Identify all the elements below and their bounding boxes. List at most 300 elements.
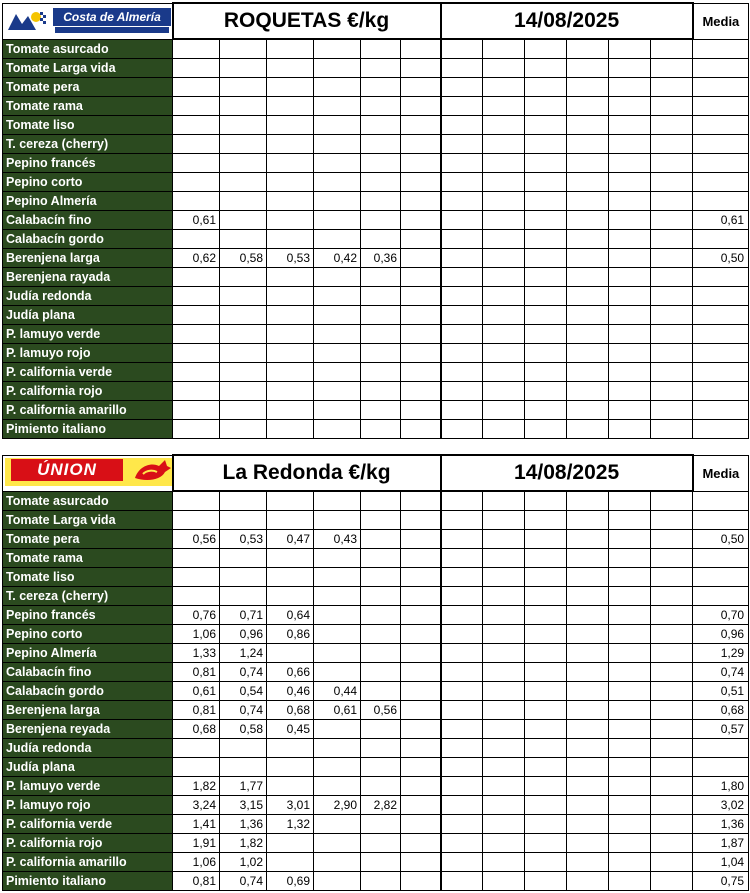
price-cell <box>441 644 483 663</box>
price-cell <box>361 401 401 420</box>
market-title: La Redonda €/kg <box>173 455 441 491</box>
price-cell <box>483 382 525 401</box>
price-cell: 0,68 <box>173 720 220 739</box>
price-cell <box>401 568 441 587</box>
price-cell: 1,82 <box>173 777 220 796</box>
average-cell: 0,61 <box>693 211 749 230</box>
price-cell <box>609 78 651 97</box>
price-cell: 0,58 <box>220 249 267 268</box>
price-cell <box>401 701 441 720</box>
price-cell <box>525 173 567 192</box>
product-label: Tomate pera <box>3 530 173 549</box>
price-cell <box>441 606 483 625</box>
price-cell <box>361 739 401 758</box>
price-cell <box>314 872 361 891</box>
product-row <box>3 587 749 606</box>
price-cell <box>483 192 525 211</box>
price-cell <box>609 154 651 173</box>
price-cell <box>609 644 651 663</box>
price-cell <box>567 363 609 382</box>
price-cell <box>651 382 693 401</box>
price-cell <box>525 78 567 97</box>
price-cell <box>441 78 483 97</box>
price-cell <box>567 682 609 701</box>
price-cell <box>361 173 401 192</box>
average-cell <box>693 344 749 363</box>
price-cell: 0,44 <box>314 682 361 701</box>
market-title: ROQUETAS €/kg <box>173 3 441 39</box>
price-cell <box>441 420 483 439</box>
price-cell <box>441 97 483 116</box>
product-row <box>3 720 749 739</box>
product-row <box>3 420 749 439</box>
price-cell <box>267 853 314 872</box>
price-cell <box>441 491 483 511</box>
price-cell <box>267 59 314 78</box>
price-cell <box>567 796 609 815</box>
price-cell <box>651 549 693 568</box>
price-cell <box>651 853 693 872</box>
price-cell <box>567 173 609 192</box>
price-cell <box>220 154 267 173</box>
price-cell <box>267 568 314 587</box>
price-cell <box>651 363 693 382</box>
price-cell <box>567 511 609 530</box>
price-cell <box>567 211 609 230</box>
price-cell <box>609 230 651 249</box>
costa-almeria-emblem-icon <box>6 10 48 32</box>
product-label: Tomate liso <box>3 116 173 135</box>
average-cell <box>693 739 749 758</box>
price-cell <box>483 511 525 530</box>
price-cell: 0,56 <box>173 530 220 549</box>
price-cell: 0,81 <box>173 701 220 720</box>
price-cell <box>361 491 401 511</box>
price-cell: 1,32 <box>267 815 314 834</box>
price-cell <box>525 739 567 758</box>
price-cell <box>483 872 525 891</box>
price-cell <box>401 587 441 606</box>
price-cell <box>361 420 401 439</box>
price-cell <box>567 568 609 587</box>
average-cell <box>693 511 749 530</box>
product-row <box>3 796 749 815</box>
price-cell <box>567 78 609 97</box>
product-label: Pepino Almería <box>3 644 173 663</box>
price-cell <box>609 363 651 382</box>
price-cell <box>401 325 441 344</box>
price-cell <box>267 306 314 325</box>
price-cell: 0,71 <box>220 606 267 625</box>
price-cell <box>441 249 483 268</box>
price-cell <box>525 135 567 154</box>
product-label: Berenjena larga <box>3 249 173 268</box>
price-cell <box>314 587 361 606</box>
price-cell <box>361 663 401 682</box>
product-row <box>3 568 749 587</box>
price-cell <box>483 211 525 230</box>
price-cell <box>267 192 314 211</box>
price-cell <box>173 78 220 97</box>
price-cell <box>651 644 693 663</box>
product-label: P. lamuyo verde <box>3 325 173 344</box>
price-cell <box>441 758 483 777</box>
price-cell <box>314 211 361 230</box>
price-cell <box>483 249 525 268</box>
price-cell: 3,15 <box>220 796 267 815</box>
price-cell <box>267 363 314 382</box>
price-cell <box>361 287 401 306</box>
price-cell <box>267 420 314 439</box>
price-cell <box>401 230 441 249</box>
price-cell <box>441 530 483 549</box>
price-cell <box>483 758 525 777</box>
price-cell <box>525 211 567 230</box>
product-label: P. lamuyo rojo <box>3 344 173 363</box>
price-cell <box>401 382 441 401</box>
product-row <box>3 872 749 891</box>
price-cell <box>483 853 525 872</box>
product-label: Tomate Larga vida <box>3 59 173 78</box>
price-cell <box>220 491 267 511</box>
price-cell <box>609 682 651 701</box>
price-cell <box>267 401 314 420</box>
product-label: Berenjena reyada <box>3 720 173 739</box>
price-cell <box>173 97 220 116</box>
price-cell <box>525 720 567 739</box>
price-cell <box>525 39 567 59</box>
price-cell <box>651 739 693 758</box>
average-cell <box>693 154 749 173</box>
product-label: Tomate rama <box>3 549 173 568</box>
price-cell: 0,53 <box>267 249 314 268</box>
price-cell <box>361 777 401 796</box>
average-cell <box>693 116 749 135</box>
price-cell <box>267 777 314 796</box>
price-cell <box>567 739 609 758</box>
price-cell <box>401 211 441 230</box>
price-cell <box>401 739 441 758</box>
price-cell <box>609 587 651 606</box>
price-cell <box>567 625 609 644</box>
price-cell <box>361 568 401 587</box>
price-cell <box>567 344 609 363</box>
price-cell <box>609 382 651 401</box>
price-cell <box>483 268 525 287</box>
price-cell <box>361 154 401 173</box>
price-cell <box>525 568 567 587</box>
price-cell <box>525 796 567 815</box>
price-cell <box>609 720 651 739</box>
product-row <box>3 173 749 192</box>
price-cell <box>173 59 220 78</box>
product-label: Tomate Larga vida <box>3 511 173 530</box>
price-cell <box>525 587 567 606</box>
price-cell <box>609 59 651 78</box>
price-cell <box>567 663 609 682</box>
price-cell <box>651 625 693 644</box>
product-row <box>3 192 749 211</box>
price-cell <box>483 230 525 249</box>
price-cell <box>651 173 693 192</box>
price-cell <box>401 173 441 192</box>
price-cell <box>483 135 525 154</box>
price-cell <box>441 59 483 78</box>
price-cell <box>441 777 483 796</box>
price-cell <box>483 739 525 758</box>
price-cell: 1,33 <box>173 644 220 663</box>
price-cell <box>267 135 314 154</box>
price-cell: 0,45 <box>267 720 314 739</box>
price-cell <box>567 230 609 249</box>
product-row <box>3 401 749 420</box>
price-cell <box>609 491 651 511</box>
price-cell <box>441 287 483 306</box>
average-cell <box>693 420 749 439</box>
price-cell <box>483 39 525 59</box>
price-cell <box>441 834 483 853</box>
price-cell <box>651 97 693 116</box>
product-label: Calabacín fino <box>3 211 173 230</box>
price-cell <box>361 834 401 853</box>
price-cell <box>361 116 401 135</box>
price-cell <box>609 853 651 872</box>
price-cell: 0,76 <box>173 606 220 625</box>
price-cell <box>567 116 609 135</box>
price-cell <box>609 173 651 192</box>
price-cell <box>651 587 693 606</box>
product-label: Calabacín gordo <box>3 230 173 249</box>
price-cell <box>220 549 267 568</box>
price-cell <box>441 154 483 173</box>
price-cell <box>314 511 361 530</box>
price-cell <box>173 306 220 325</box>
price-cell <box>525 511 567 530</box>
price-cell <box>483 306 525 325</box>
price-cell <box>525 287 567 306</box>
average-cell <box>693 39 749 59</box>
price-cell: 0,81 <box>173 663 220 682</box>
price-cell <box>609 511 651 530</box>
price-cell <box>567 97 609 116</box>
average-cell <box>693 568 749 587</box>
average-cell: 0,57 <box>693 720 749 739</box>
price-cell: 0,81 <box>173 872 220 891</box>
product-label: Tomate liso <box>3 568 173 587</box>
price-cell <box>651 796 693 815</box>
price-cell <box>401 815 441 834</box>
price-cell <box>525 230 567 249</box>
price-cell <box>220 97 267 116</box>
product-label: Pepino Almería <box>3 192 173 211</box>
price-cell <box>441 135 483 154</box>
price-cell <box>609 568 651 587</box>
price-cell <box>567 135 609 154</box>
price-cell <box>483 720 525 739</box>
price-cell <box>525 549 567 568</box>
costa-almeria-logo-underline <box>55 27 169 33</box>
product-row <box>3 682 749 701</box>
price-cell <box>483 363 525 382</box>
price-cell <box>401 872 441 891</box>
price-cell: 1,06 <box>173 625 220 644</box>
average-cell: 0,68 <box>693 701 749 720</box>
price-cell <box>525 268 567 287</box>
price-cell <box>361 511 401 530</box>
price-cell <box>525 853 567 872</box>
price-cell: 0,58 <box>220 720 267 739</box>
price-cell <box>651 720 693 739</box>
price-cell <box>267 211 314 230</box>
la-redonda-price-sheet <box>2 454 748 891</box>
price-cell <box>609 606 651 625</box>
price-cell <box>525 815 567 834</box>
price-cell <box>651 192 693 211</box>
price-cell <box>441 268 483 287</box>
price-cell <box>314 777 361 796</box>
price-cell <box>361 587 401 606</box>
price-cell <box>651 663 693 682</box>
price-cell <box>401 796 441 815</box>
price-cell <box>220 39 267 59</box>
product-label: Judía redonda <box>3 287 173 306</box>
price-cell <box>567 39 609 59</box>
price-cell <box>314 420 361 439</box>
price-cell: 0,61 <box>314 701 361 720</box>
price-cell <box>483 587 525 606</box>
product-label: Pepino corto <box>3 173 173 192</box>
roquetas-price-rows <box>3 39 749 439</box>
price-cell: 2,82 <box>361 796 401 815</box>
price-cell <box>173 135 220 154</box>
product-row <box>3 325 749 344</box>
price-cell <box>361 306 401 325</box>
product-label: Pepino francés <box>3 606 173 625</box>
price-cell <box>267 268 314 287</box>
product-label: Tomate rama <box>3 97 173 116</box>
price-cell <box>220 135 267 154</box>
price-cell: 0,86 <box>267 625 314 644</box>
price-cell <box>651 268 693 287</box>
price-cell: 0,68 <box>267 701 314 720</box>
price-cell <box>483 344 525 363</box>
price-cell <box>361 872 401 891</box>
price-cell <box>361 530 401 549</box>
price-cell <box>401 777 441 796</box>
average-cell <box>693 135 749 154</box>
price-cell <box>401 511 441 530</box>
price-cell <box>361 39 401 59</box>
price-cell <box>651 682 693 701</box>
price-cell <box>220 401 267 420</box>
la-union-logo <box>3 455 173 491</box>
price-cell <box>609 268 651 287</box>
price-cell <box>401 625 441 644</box>
product-row <box>3 815 749 834</box>
price-cell <box>651 39 693 59</box>
price-cell <box>609 325 651 344</box>
price-cell <box>267 344 314 363</box>
la-redonda-price-table <box>2 454 749 891</box>
product-label: Judía plana <box>3 758 173 777</box>
average-cell <box>693 758 749 777</box>
price-cell <box>361 549 401 568</box>
price-cell <box>651 872 693 891</box>
price-cell <box>401 39 441 59</box>
price-cell <box>525 306 567 325</box>
price-cell: 0,42 <box>314 249 361 268</box>
price-cell <box>401 663 441 682</box>
average-cell <box>693 78 749 97</box>
price-cell <box>525 192 567 211</box>
price-cell <box>567 644 609 663</box>
price-cell <box>609 530 651 549</box>
price-cell <box>361 78 401 97</box>
price-cell <box>609 116 651 135</box>
price-cell <box>609 663 651 682</box>
price-cell: 3,24 <box>173 796 220 815</box>
price-cell <box>361 606 401 625</box>
product-row <box>3 663 749 682</box>
price-cell <box>651 116 693 135</box>
price-cell <box>651 287 693 306</box>
price-cell <box>651 701 693 720</box>
price-cell <box>609 549 651 568</box>
price-cell <box>567 420 609 439</box>
price-cell <box>173 287 220 306</box>
price-cell <box>609 701 651 720</box>
price-cell <box>173 401 220 420</box>
price-cell: 1,41 <box>173 815 220 834</box>
average-cell <box>693 491 749 511</box>
price-cell <box>525 420 567 439</box>
price-cell <box>314 154 361 173</box>
price-cell <box>651 758 693 777</box>
price-cell <box>401 287 441 306</box>
price-cell <box>401 344 441 363</box>
product-label: P. california verde <box>3 363 173 382</box>
price-cell <box>314 116 361 135</box>
price-cell <box>567 325 609 344</box>
product-row <box>3 739 749 758</box>
price-cell <box>483 420 525 439</box>
price-cell <box>567 720 609 739</box>
product-row <box>3 853 749 872</box>
price-cell: 0,61 <box>173 211 220 230</box>
price-cell: 0,96 <box>220 625 267 644</box>
price-cell <box>651 606 693 625</box>
price-cell <box>483 491 525 511</box>
price-cell: 0,74 <box>220 872 267 891</box>
price-cell <box>401 306 441 325</box>
average-cell: 0,50 <box>693 249 749 268</box>
price-cell <box>567 192 609 211</box>
price-cell <box>567 382 609 401</box>
price-cell <box>220 230 267 249</box>
price-cell <box>361 344 401 363</box>
price-cell <box>609 97 651 116</box>
price-cell <box>567 154 609 173</box>
price-cell <box>441 872 483 891</box>
price-cell <box>314 644 361 663</box>
product-label: P. california rojo <box>3 382 173 401</box>
product-label: Calabacín gordo <box>3 682 173 701</box>
price-cell <box>651 211 693 230</box>
price-cell <box>220 192 267 211</box>
product-row <box>3 116 749 135</box>
price-cell <box>267 173 314 192</box>
price-cell: 1,77 <box>220 777 267 796</box>
